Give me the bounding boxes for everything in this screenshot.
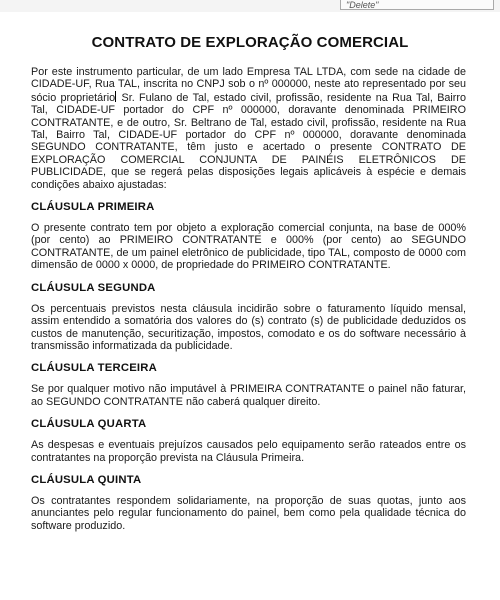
document-body <box>31 66 466 532</box>
clause-heading-1: CLÁUSULA PRIMEIRA <box>31 201 155 214</box>
clause-text-2: Os percentuais previstos nesta cláusula incidirão sobre o faturamento líquido mensal, assim entendido a somatória dos valores do (s) contrato (s) de publicidade deduzidos os custos de manutenção, securitização, impostos, comodato e os do software necessário à transmissão informatizada da publicidade. <box>31 302 466 352</box>
clause-heading-3: CLÁUSULA TERCEIRA <box>31 362 157 375</box>
intro-paragraph <box>31 66 466 191</box>
clause-heading-5: CLÁUSULA QUINTA <box>31 473 142 486</box>
document-title: CONTRATO DE EXPLORAÇÃO COMERCIAL <box>91 34 409 51</box>
clause-text-5: Os contratantes respondem solidariamente, na proporção de suas quotas, junto aos anunciantes pelo regular funcionamento do painel, bem como pela qualidade técnica do software produzido. <box>31 494 466 532</box>
intro-text-part1: Por este instrumento particular, de um lado Empresa TAL LTDA, com sede na cidade de CIDADE-UF, Rua TAL, inscrita no CNPJ sob o nº 000000, neste ato representado por seu sócio proprietário <box>31 66 466 104</box>
intro-text-part2: Sr. Fulano de Tal, estado civil, profissão, residente na Rua Tal, Bairro Tal, CIDADE-UF portador do CPF nº 000000, doravante denominada PRIMEIRO CONTRATANTE, e de outro, Sr. Beltrano de Tal, estado civil, profissão, residente na Rua Tal, Bairro Tal, CIDADE-UF portador do CPF nº 000000, doravante denominada SEGUNDO CONTRATANTE, têm justo e acertado o presente CONTRATO DE EXPLORAÇÃO COMERCIAL CONJUNTA DE PAINÉIS ELETRÔNICOS DE PUBLICIDADE, que se regerá pelas disposições legais aplicáveis à espécie e demais condições abaixo ajustadas: <box>31 91 466 191</box>
delete-field[interactable]: "Delete" <box>340 0 494 10</box>
clause-text-4: As despesas e eventuais prejuízos causados pelo equipamento serão rateados entre os contratantes na proporção prevista na Cláusula Primeira. <box>31 439 466 464</box>
clause-text-3: Se por qualquer motivo não imputável à PRIMEIRA CONTRATANTE o painel não faturar, ao SEGUNDO CONTRATANTE não caberá qualquer direito. <box>31 383 466 408</box>
clause-text-1: O presente contrato tem por objeto a exploração comercial conjunta, na base de 000% (por cento) ao PRIMEIRO CONTRATANTE e 000% (por cento) ao SEGUNDO CONTRATANTE, de um painel eletrônico de publicidade, tipo TAL, composto de 0000 com dimensão de 0000 x 0000, de propriedade do PRIMEIRO CONTRATANTE. <box>31 222 466 272</box>
document-page[interactable] <box>0 12 500 600</box>
clause-heading-2: CLÁUSULA SEGUNDA <box>31 281 156 294</box>
clause-heading-4: CLÁUSULA QUARTA <box>31 418 147 431</box>
